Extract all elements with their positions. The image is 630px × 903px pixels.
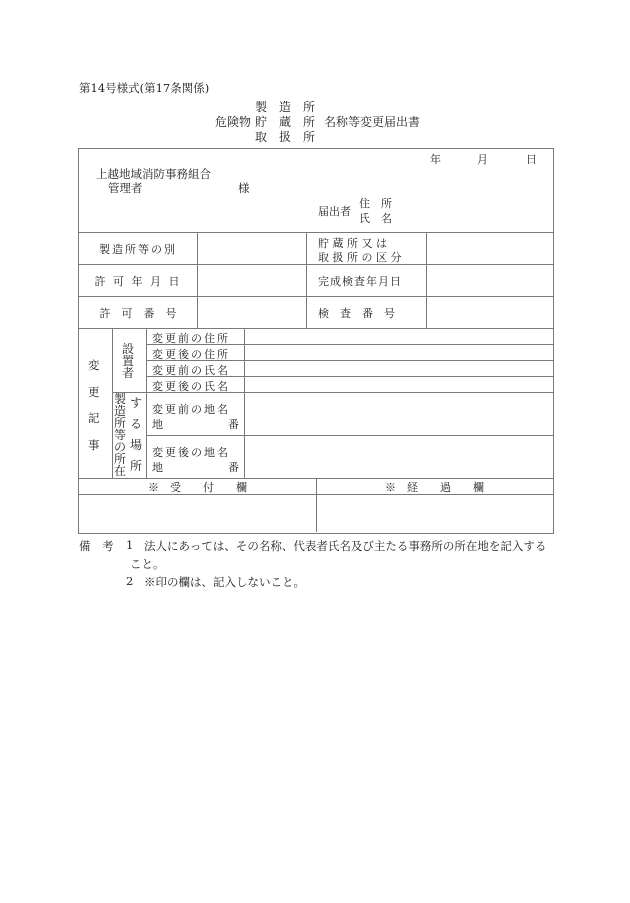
progress-label: ※ 経 過 欄 xyxy=(385,480,484,494)
reception-field[interactable] xyxy=(79,495,316,532)
location-before-chiban-a: 地 xyxy=(152,418,163,431)
notes-heading: 備 考 xyxy=(79,539,114,553)
note-text: 法人にあっては、その名称、代表者氏名及び主たる事務所の所在地を記入する xyxy=(144,539,547,553)
installer-row-label: 変更後の氏名 xyxy=(152,380,230,393)
title-type-1: 製 造 所 xyxy=(255,100,316,114)
installer-row-input[interactable] xyxy=(245,361,552,376)
location-before-input[interactable] xyxy=(245,393,552,435)
storage-handling-label-2: 取 扱 所 の 区 分 xyxy=(318,251,402,264)
progress-field[interactable] xyxy=(317,495,552,532)
installer-row-input[interactable] xyxy=(245,345,552,360)
installer-row-input[interactable] xyxy=(245,377,552,392)
storage-handling-input[interactable] xyxy=(427,233,552,264)
note-text-continued: こと。 xyxy=(130,557,165,571)
inspection-date-label: 完成検査年月日 xyxy=(318,275,402,288)
inspection-number-input[interactable] xyxy=(427,297,552,328)
title-prefix: 危険物 xyxy=(215,115,252,129)
installer-row-label: 変更前の氏名 xyxy=(152,364,230,377)
title-type-3: 取 扱 所 xyxy=(255,130,316,144)
inspection-date-input[interactable] xyxy=(427,265,552,296)
divider xyxy=(112,328,113,478)
divider xyxy=(146,328,147,478)
permit-number-label: 許 可 番 号 xyxy=(99,306,177,320)
note-number: 1 xyxy=(126,538,134,552)
location-after-chiban-a: 地 xyxy=(152,461,163,474)
title-suffix: 名称等変更届出書 xyxy=(324,115,421,129)
permit-number-input[interactable] xyxy=(198,297,306,328)
inspection-number-label: 検 査 番 号 xyxy=(318,307,395,320)
installer-row-input[interactable] xyxy=(245,329,552,344)
honorific: 様 xyxy=(238,181,250,195)
note-number: 2 xyxy=(126,574,134,588)
date-input[interactable] xyxy=(395,149,545,165)
addressee-title: 管理者 xyxy=(108,181,143,195)
applicant-name-input[interactable] xyxy=(400,209,545,223)
location-after-chiban-b: 番 xyxy=(228,461,239,474)
date-year: 年 xyxy=(430,153,441,166)
divider xyxy=(306,232,307,328)
installer-row-label: 変更後の住所 xyxy=(152,348,230,361)
installer-label: 設置者 xyxy=(122,342,135,380)
addressee-name-input[interactable] xyxy=(150,178,235,194)
date-month: 月 xyxy=(477,153,488,166)
installer-row-label: 変更前の住所 xyxy=(152,332,230,345)
location-after-label: 変更後の地名 xyxy=(152,446,230,459)
permit-date-input[interactable] xyxy=(198,265,306,296)
addressee-org: 上越地域消防事務組合 xyxy=(96,167,211,181)
change-section-label: 変更記事 xyxy=(88,358,100,452)
storage-handling-label-1: 貯 蔵 所 又 は xyxy=(318,237,387,250)
permit-date-label: 許 可 年 月 日 xyxy=(94,274,182,288)
note-text: ※印の欄は、記入しないこと。 xyxy=(144,575,305,589)
applicant-label: 届出者 xyxy=(318,205,351,218)
date-day: 日 xyxy=(526,153,537,166)
location-label-col2: する場所 xyxy=(130,396,143,473)
location-label-col1: 製造所等の所在 xyxy=(114,392,127,478)
address-label: 住 所 xyxy=(359,197,392,210)
location-after-input[interactable] xyxy=(245,436,552,478)
location-before-label: 変更前の地名 xyxy=(152,403,230,416)
title-type-2: 貯 蔵 所 xyxy=(255,115,316,129)
location-before-chiban-b: 番 xyxy=(228,418,239,431)
name-label: 氏 名 xyxy=(359,212,392,225)
facility-type-input[interactable] xyxy=(198,233,306,264)
facility-type-label: 製造所等の別 xyxy=(99,242,177,256)
form-number: 第14号様式(第17条関係) xyxy=(79,81,210,95)
reception-label: ※ 受 付 欄 xyxy=(148,480,247,494)
applicant-address-input[interactable] xyxy=(400,194,545,208)
